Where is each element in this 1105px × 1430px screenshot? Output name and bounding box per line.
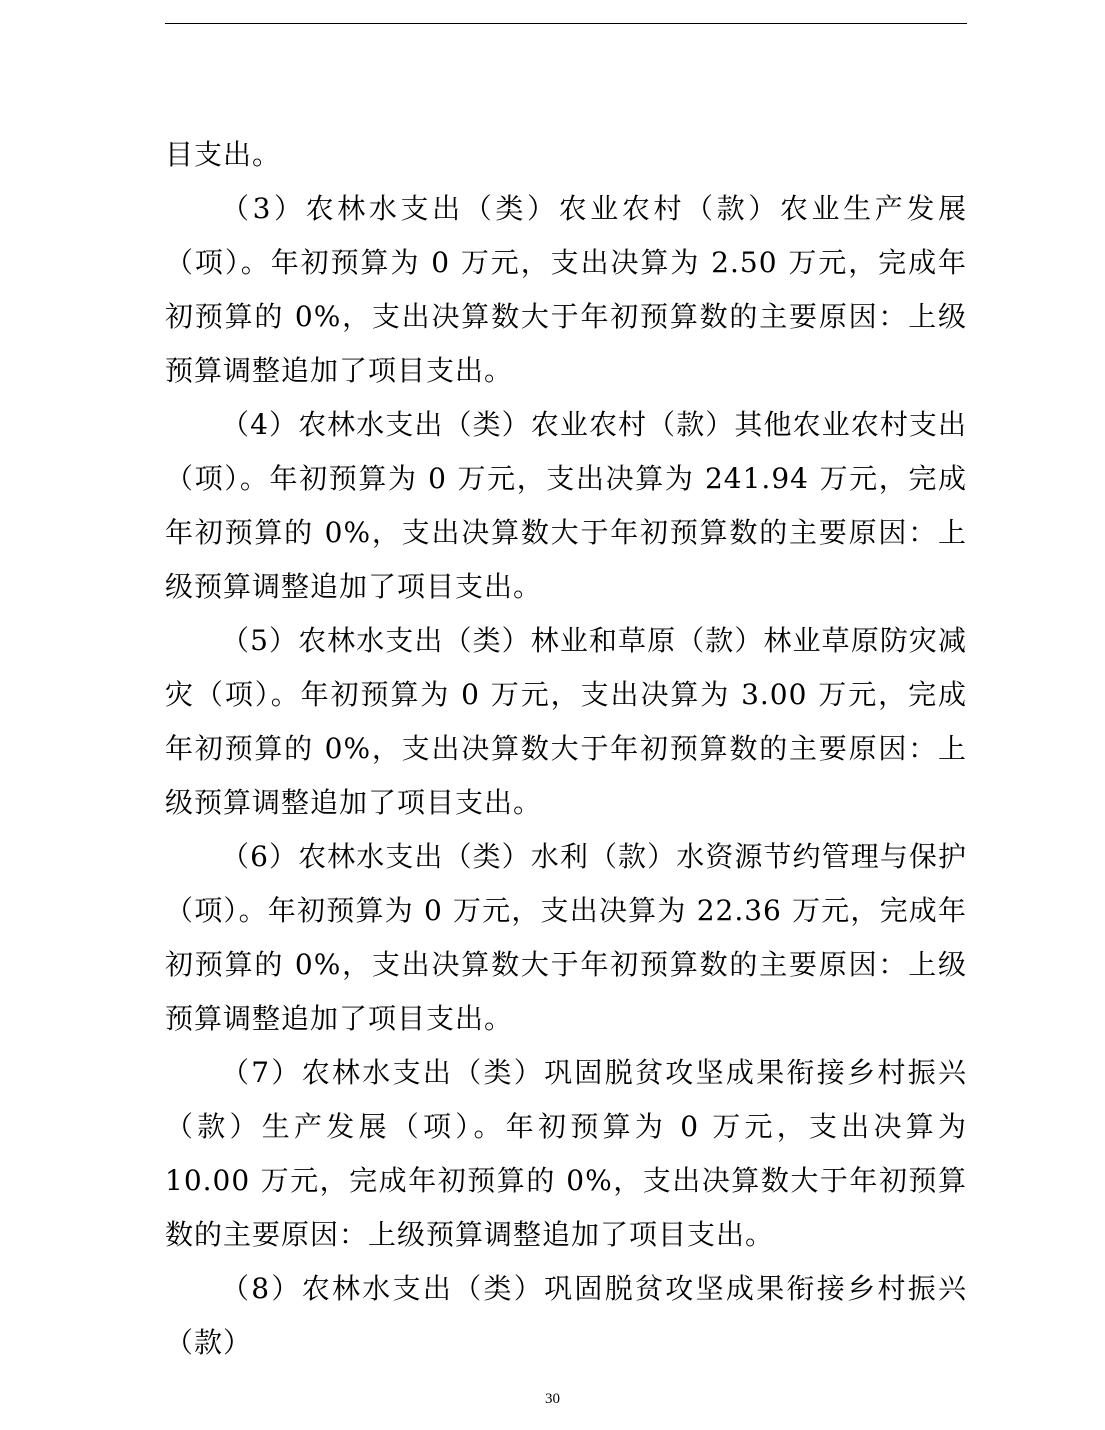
paragraph-item-3: （3）农林水支出（类）农业农村（款）农业生产发展（项）。年初预算为 0 万元，支出决算为 2.50 万元，完成年初预算的 0%，支出决算数大于年初预算数的主要原因：上级预算调整追加了项目支出。 [165, 192, 967, 387]
document-body [165, 128, 967, 1370]
page-number: 30 [545, 1391, 560, 1407]
paragraph-continuation: 目支出。 [165, 138, 282, 171]
paragraph-item-4: （4）农林水支出（类）农业农村（款）其他农业农村支出（项）。年初预算为 0 万元，支出决算为 241.94 万元，完成年初预算的 0%，支出决算数大于年初预算数的主要原因：上级预算调整追加了项目支出。 [165, 408, 967, 603]
header-rule [165, 23, 967, 24]
paragraph-item-6: （6）农林水支出（类）水利（款）水资源节约管理与保护（项）。年初预算为 0 万元，支出决算为 22.36 万元，完成年初预算的 0%，支出决算数大于年初预算数的主要原因：上级预算调整追加了项目支出。 [165, 840, 967, 1035]
paragraph-item-8: （8）农林水支出（类）巩固脱贫攻坚成果衔接乡村振兴（款） [165, 1272, 967, 1359]
paragraph-item-7: （7）农林水支出（类）巩固脱贫攻坚成果衔接乡村振兴（款）生产发展（项）。年初预算为 0 万元，支出决算为 10.00 万元，完成年初预算的 0%，支出决算数大于年初预算数的主要原因：上级预算调整追加了项目支出。 [165, 1056, 967, 1251]
paragraph-item-5: （5）农林水支出（类）林业和草原（款）林业草原防灾减灾（项）。年初预算为 0 万元，支出决算为 3.00 万元，完成年初预算的 0%，支出决算数大于年初预算数的主要原因：上级预算调整追加了项目支出。 [165, 624, 967, 819]
